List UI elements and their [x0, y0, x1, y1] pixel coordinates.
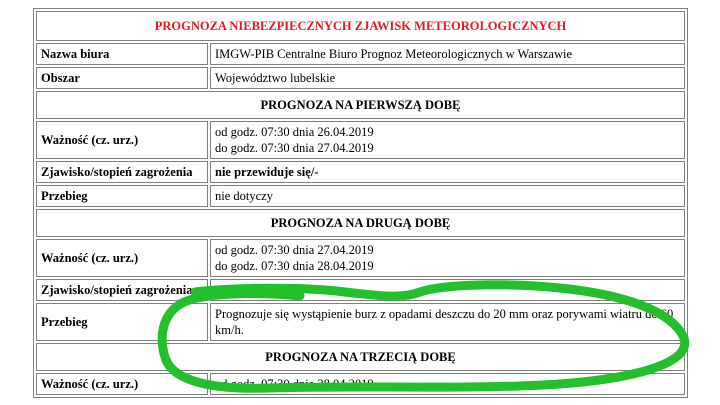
day3-validity-from: od godz. 07:30 dnia 28.04.2019 — [215, 377, 374, 391]
day2-phenomenon-row — [36, 279, 685, 301]
area-value: Województwo lubelskie — [210, 67, 685, 89]
day2-course-value: Prognozuje się wystąpienie burz z opadami deszczu do 20 mm oraz porywami wiatru do 60 km/h. — [210, 303, 685, 341]
day3-heading: PROGNOZA NA TRZECIĄ DOBĘ — [36, 343, 685, 371]
day3-validity-label: Ważność (cz. urz.) — [36, 373, 208, 395]
day1-validity-to: do godz. 07:30 dnia 27.04.2019 — [215, 141, 374, 155]
office-value: IMGW-PIB Centralne Biuro Prognoz Meteorologicznych w Warszawie — [210, 43, 685, 65]
title-row — [36, 11, 685, 41]
day1-heading: PROGNOZA NA PIERWSZĄ DOBĘ — [36, 91, 685, 119]
day2-course-label: Przebieg — [36, 303, 208, 341]
day2-phenomenon-value: Burze/1 — [210, 279, 685, 301]
day1-course-row — [36, 185, 685, 207]
day2-validity-to: do godz. 07:30 dnia 28.04.2019 — [215, 259, 374, 273]
day2-phenomenon-label: Zjawisko/stopień zagrożenia — [36, 279, 208, 301]
day1-validity-from: od godz. 07:30 dnia 26.04.2019 — [215, 125, 374, 139]
day1-validity-row — [36, 121, 685, 159]
day1-phenomenon-value: nie przewiduje się/- — [210, 161, 685, 183]
forecast-table — [33, 8, 688, 398]
day3-validity-row — [36, 373, 685, 395]
day2-validity-row — [36, 239, 685, 277]
day1-course-label: Przebieg — [36, 185, 208, 207]
day3-validity-value — [210, 373, 685, 395]
day1-validity-value — [210, 121, 685, 159]
area-label: Obszar — [36, 67, 208, 89]
office-label: Nazwa biura — [36, 43, 208, 65]
day2-validity-from: od godz. 07:30 dnia 27.04.2019 — [215, 243, 374, 257]
day1-course-value: nie dotyczy — [210, 185, 685, 207]
day2-validity-value — [210, 239, 685, 277]
office-row — [36, 43, 685, 65]
day2-validity-label: Ważność (cz. urz.) — [36, 239, 208, 277]
day3-heading-row — [36, 343, 685, 371]
document-title: PROGNOZA NIEBEZPIECZNYCH ZJAWISK METEOROLOGICZNYCH — [36, 11, 685, 41]
day1-phenomenon-row — [36, 161, 685, 183]
day1-validity-label: Ważność (cz. urz.) — [36, 121, 208, 159]
day2-course-row — [36, 303, 685, 341]
area-row — [36, 67, 685, 89]
day2-heading-row — [36, 209, 685, 237]
day2-heading: PROGNOZA NA DRUGĄ DOBĘ — [36, 209, 685, 237]
day1-heading-row — [36, 91, 685, 119]
day1-phenomenon-label: Zjawisko/stopień zagrożenia — [36, 161, 208, 183]
